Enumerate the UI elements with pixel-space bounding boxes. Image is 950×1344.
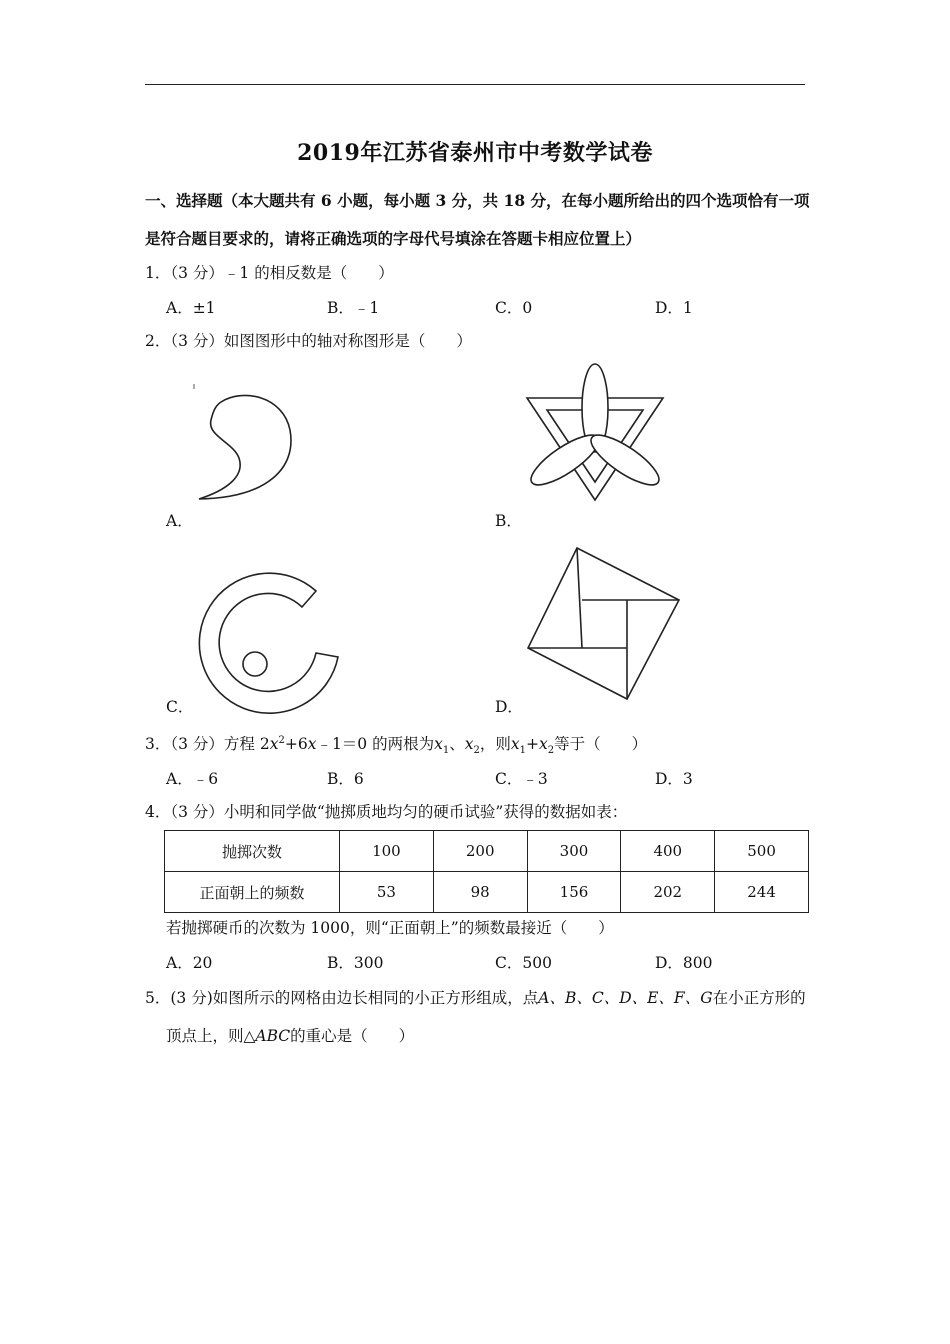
figure-c-ring-shape bbox=[192, 567, 352, 717]
question-5-stem-line1: 5．(3 分)如图所示的网格由边长相同的小正方形组成，点A、B、C、D、E、F、G在小正方形的 bbox=[145, 989, 806, 1007]
q1-option-c: C．0 bbox=[495, 299, 533, 317]
q1-option-b: B．﹣1 bbox=[327, 299, 380, 317]
question-2-stem: 2．（3 分）如图图形中的轴对称图形是（ ） bbox=[145, 332, 472, 350]
table-cell: 200 bbox=[433, 831, 527, 872]
table-cell: 500 bbox=[715, 831, 809, 872]
table-row bbox=[165, 872, 809, 913]
table-cell: 抛掷次数 bbox=[165, 831, 340, 872]
table-cell: 300 bbox=[527, 831, 621, 872]
figure-d-pinwheel-square bbox=[520, 540, 690, 710]
table-cell: 53 bbox=[340, 872, 434, 913]
q1-option-d: D．1 bbox=[655, 299, 693, 317]
table-cell: 244 bbox=[715, 872, 809, 913]
q2-label-b: B． bbox=[495, 512, 522, 530]
q2-label-d: D． bbox=[495, 698, 523, 716]
q2-label-a: A． bbox=[166, 512, 193, 530]
section-heading-line1: 一、选择题（本大题共有 6 小题，每小题 3 分，共 18 分，在每小题所给出的四个选项恰有一项 bbox=[145, 191, 810, 210]
table-cell: 100 bbox=[340, 831, 434, 872]
question-5-stem-line2: 顶点上，则△ABC的重心是（ ） bbox=[166, 1027, 415, 1045]
question-1-stem: 1．（3 分）﹣1 的相反数是（ ） bbox=[145, 264, 394, 282]
figure-a-curl-shape bbox=[185, 380, 305, 510]
table-row bbox=[165, 831, 809, 872]
question-4-followup: 若抛掷硬币的次数为 1000，则“正面朝上”的频数最接近（ ） bbox=[166, 919, 614, 937]
table-cell: 156 bbox=[527, 872, 621, 913]
q4-option-c: C．500 bbox=[495, 954, 552, 972]
top-rule bbox=[145, 84, 805, 85]
table-cell: 正面朝上的频数 bbox=[165, 872, 340, 913]
q4-option-b: B．300 bbox=[327, 954, 384, 972]
question-3-stem: 3．（3 分）方程 $2x^2+6x﹣1=0$ 的两根为$x_1$、$x_2$，则$x_1+x_2$等于（ ） bbox=[145, 734, 648, 757]
page-title: 2019年江苏省泰州市中考数学试卷 bbox=[297, 140, 653, 166]
table-cell: 400 bbox=[621, 831, 715, 872]
q2-label-c: C． bbox=[166, 698, 194, 716]
q3-option-a: A．﹣6 bbox=[166, 770, 219, 788]
q4-option-d: D．800 bbox=[655, 954, 713, 972]
coin-toss-table bbox=[164, 830, 809, 913]
q3-option-b: B．6 bbox=[327, 770, 364, 788]
table-cell: 98 bbox=[433, 872, 527, 913]
table-cell: 202 bbox=[621, 872, 715, 913]
figure-b-triangle-petals bbox=[520, 360, 670, 515]
q4-option-a: A．20 bbox=[166, 954, 213, 972]
q3-option-c: C．﹣3 bbox=[495, 770, 548, 788]
q3-option-d: D．3 bbox=[655, 770, 693, 788]
question-4-stem: 4．（3 分）小明和同学做“抛掷质地均匀的硬币试验”获得的数据如表： bbox=[145, 803, 628, 821]
section-heading-line2: 是符合题目要求的，请将正确选项的字母代号填涂在答题卡相应位置上） bbox=[145, 229, 642, 248]
q1-option-a: A．±1 bbox=[166, 299, 216, 317]
